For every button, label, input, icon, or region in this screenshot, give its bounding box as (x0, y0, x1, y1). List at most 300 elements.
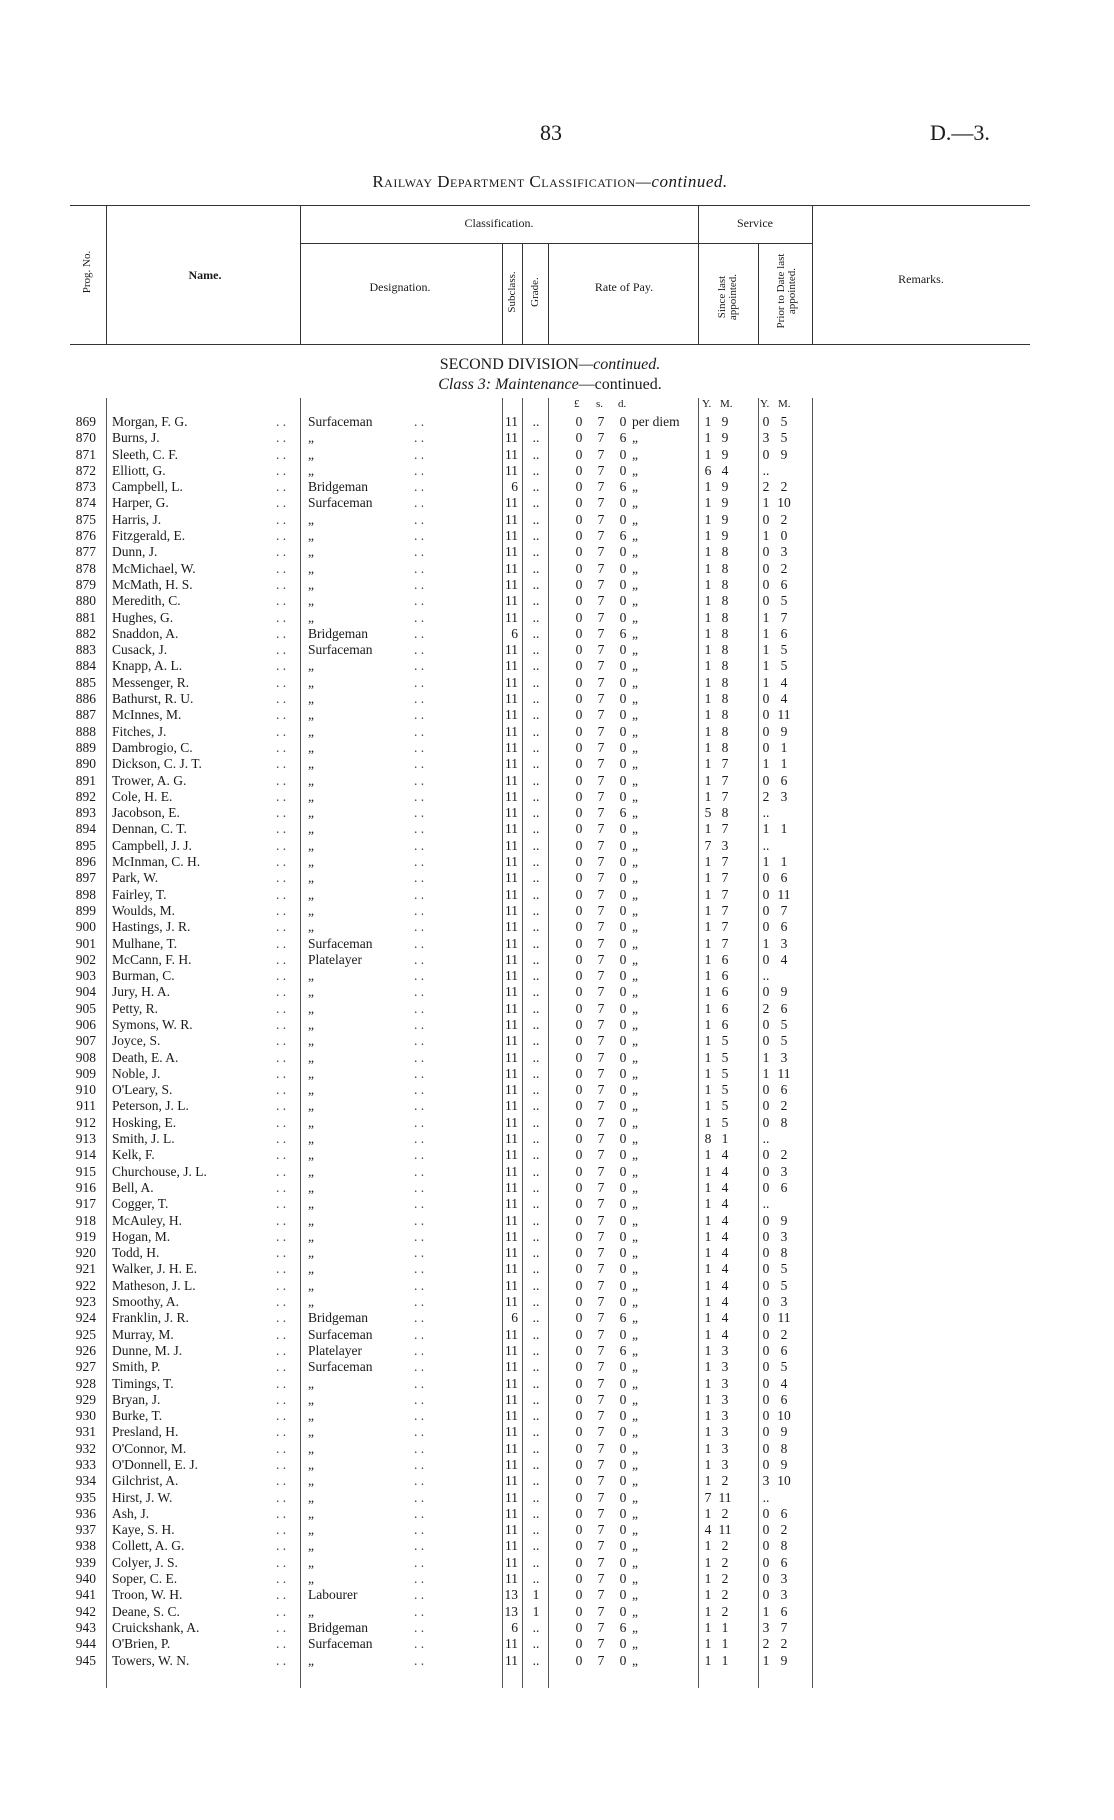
designation-leader: . . (414, 1457, 425, 1472)
designation: „ (308, 1179, 314, 1195)
pay-pounds: 0 (575, 788, 583, 804)
pay-pounds: 0 (575, 544, 583, 560)
table-row (70, 740, 1030, 756)
prior-months: 6 (780, 625, 788, 641)
subclass: 11 (505, 576, 518, 592)
since-years: 1 (704, 1571, 712, 1587)
pay-pence: 0 (619, 462, 627, 478)
pay-pounds: 0 (575, 414, 583, 429)
pay-shillings: 7 (597, 1408, 605, 1424)
pay-pounds: 0 (575, 1375, 583, 1391)
since-months: 3 (721, 1457, 729, 1472)
designation: „ (308, 511, 314, 527)
grade: .. (532, 1261, 540, 1277)
table-row (70, 805, 1030, 821)
pay-period: „ (632, 1440, 638, 1456)
pay-pounds: 0 (575, 837, 583, 853)
since-years: 1 (704, 1457, 712, 1472)
table-row (70, 1408, 1030, 1424)
designation: „ (308, 1098, 314, 1114)
name-leader: . . (276, 560, 287, 576)
pay-shillings: 7 (597, 528, 605, 544)
pay-period: „ (632, 430, 638, 446)
prog-no: 916 (75, 1179, 96, 1195)
pay-pence: 0 (619, 544, 627, 560)
employee-name: Park, W. (112, 870, 159, 886)
table-row (70, 430, 1030, 446)
pay-shillings: 7 (597, 1522, 605, 1538)
pay-period: „ (632, 984, 638, 1000)
designation-leader: . . (414, 1098, 425, 1114)
grade: .. (532, 1457, 540, 1472)
name-leader: . . (276, 544, 287, 560)
prog-no: 879 (75, 576, 96, 592)
table-row (70, 1538, 1030, 1554)
since-months: 4 (721, 1179, 729, 1195)
prior-months: 8 (780, 1440, 788, 1456)
pay-pence: 0 (619, 1082, 627, 1098)
grade: .. (532, 1505, 540, 1521)
since-years: 1 (704, 1196, 712, 1212)
prior-months: 6 (780, 1391, 788, 1407)
pay-pence: 6 (619, 1619, 627, 1635)
prior-years: 2 (762, 479, 770, 495)
pay-pence: 0 (619, 1065, 627, 1081)
prior-months: 2 (780, 1522, 788, 1538)
prior-months: 9 (780, 446, 788, 462)
pay-pounds: 0 (575, 1212, 583, 1228)
pay-period: „ (632, 1228, 638, 1244)
prog-no: 869 (75, 414, 96, 429)
pay-period: „ (632, 1619, 638, 1635)
pay-period: „ (632, 560, 638, 576)
designation: Surfaceman (308, 495, 373, 511)
pay-period: „ (632, 1571, 638, 1587)
since-years: 1 (704, 1163, 712, 1179)
pay-pence: 0 (619, 1375, 627, 1391)
prior-months: 6 (780, 1603, 788, 1619)
designation: „ (308, 1603, 314, 1619)
prior-years: 0 (762, 544, 770, 560)
prior-months: 9 (780, 1212, 788, 1228)
prior-months: 2 (780, 1636, 788, 1652)
subclass: 11 (505, 674, 518, 690)
pay-pounds: 0 (575, 1049, 583, 1065)
subclass: 11 (505, 1571, 518, 1587)
pay-period: „ (632, 1554, 638, 1570)
prior-months: 8 (780, 1538, 788, 1554)
pay-pounds: 0 (575, 821, 583, 837)
designation: „ (308, 1000, 314, 1016)
prior-months: 3 (780, 1163, 788, 1179)
employee-name: O'Brien, P. (112, 1636, 171, 1652)
grade: .. (532, 756, 540, 772)
table-row (70, 414, 1030, 430)
since-months: 3 (721, 837, 729, 853)
table-body (70, 398, 1030, 1688)
pay-period: „ (632, 1310, 638, 1326)
pay-pence: 0 (619, 495, 627, 511)
since-months: 8 (721, 723, 729, 739)
employee-name: O'Connor, M. (112, 1440, 187, 1456)
pay-period: „ (632, 1505, 638, 1521)
table-row (70, 658, 1030, 674)
subclass: 11 (505, 1294, 518, 1310)
grade: .. (532, 951, 540, 967)
table-row (70, 919, 1030, 935)
pay-pence: 0 (619, 951, 627, 967)
pay-shillings: 7 (597, 951, 605, 967)
pay-period: „ (632, 1163, 638, 1179)
since-years: 1 (704, 1636, 712, 1652)
prior-months: 6 (780, 1342, 788, 1358)
grade: .. (532, 1098, 540, 1114)
header-name: Name. (188, 268, 222, 282)
since-years: 1 (704, 723, 712, 739)
pay-pence: 0 (619, 691, 627, 707)
pay-pence: 0 (619, 837, 627, 853)
grade: .. (532, 1310, 540, 1326)
prog-no: 871 (75, 446, 96, 462)
designation-leader: . . (414, 1147, 425, 1163)
since-years: 1 (704, 593, 712, 609)
since-months: 4 (721, 1163, 729, 1179)
pay-shillings: 7 (597, 1440, 605, 1456)
prior-years: 1 (762, 1652, 770, 1668)
subclass: 11 (505, 1457, 518, 1472)
prior-years: 0 (762, 707, 770, 723)
prior-years: .. (762, 968, 770, 984)
subclass: 11 (505, 1082, 518, 1098)
unit-months-prior: M. (778, 398, 791, 410)
subclass: 11 (505, 1212, 518, 1228)
since-months: 2 (721, 1538, 729, 1554)
name-leader: . . (276, 739, 287, 755)
table-row (70, 1131, 1030, 1147)
designation-leader: . . (414, 1636, 425, 1652)
subclass: 11 (505, 430, 518, 446)
since-months: 3 (721, 1359, 729, 1375)
since-years: 1 (704, 1473, 712, 1489)
designation: „ (308, 430, 314, 446)
table-row (70, 1376, 1030, 1392)
pay-pence: 0 (619, 609, 627, 625)
prog-no: 906 (75, 1016, 96, 1032)
employee-name: Campbell, J. J. (112, 837, 192, 853)
employee-name: Death, E. A. (112, 1049, 179, 1065)
pay-period: „ (632, 772, 638, 788)
pay-pounds: 0 (575, 446, 583, 462)
pay-period: „ (632, 1587, 638, 1603)
subclass: 11 (505, 772, 518, 788)
pay-pence: 0 (619, 935, 627, 951)
since-months: 6 (721, 1000, 729, 1016)
prior-years: 0 (762, 691, 770, 707)
unit-years-prior: Y. (760, 398, 770, 410)
pay-pence: 0 (619, 1636, 627, 1652)
prior-years: 0 (762, 1440, 770, 1456)
designation: „ (308, 854, 314, 870)
subclass: 11 (505, 1424, 518, 1440)
designation-leader: . . (414, 984, 425, 1000)
designation-leader: . . (414, 625, 425, 641)
pay-period: „ (632, 495, 638, 511)
designation-leader: . . (414, 1391, 425, 1407)
subclass: 11 (505, 593, 518, 609)
pay-shillings: 7 (597, 984, 605, 1000)
table-row (70, 1441, 1030, 1457)
pay-period: „ (632, 756, 638, 772)
designation-leader: . . (414, 805, 425, 821)
since-months: 4 (721, 1245, 729, 1261)
page-number: 83 (540, 120, 562, 145)
prior-months: 3 (780, 788, 788, 804)
prog-no: 881 (75, 609, 96, 625)
prog-no: 921 (75, 1261, 96, 1277)
pay-period: „ (632, 886, 638, 902)
pay-pounds: 0 (575, 1424, 583, 1440)
prior-years: 1 (762, 935, 770, 951)
grade: .. (532, 1326, 540, 1342)
pay-shillings: 7 (597, 1049, 605, 1065)
designation-leader: . . (414, 935, 425, 951)
unit-pounds: £ (574, 398, 580, 410)
employee-name: Smoothy, A. (112, 1294, 180, 1310)
designation: „ (308, 576, 314, 592)
designation-leader: . . (414, 1424, 425, 1440)
name-leader: . . (276, 1359, 287, 1375)
prog-no: 876 (75, 528, 96, 544)
prior-months: 7 (780, 609, 788, 625)
pay-pence: 6 (619, 528, 627, 544)
name-leader: . . (276, 691, 287, 707)
name-leader: . . (276, 821, 287, 837)
grade: .. (532, 1147, 540, 1163)
name-leader: . . (276, 723, 287, 739)
prior-months: 5 (780, 1261, 788, 1277)
grade: .. (532, 902, 540, 918)
table-row (70, 1571, 1030, 1587)
grade: .. (532, 674, 540, 690)
header-rate-of-pay: Rate of Pay. (594, 280, 654, 294)
subclass: 11 (505, 935, 518, 951)
since-years: 1 (704, 528, 712, 544)
since-years: 1 (704, 1326, 712, 1342)
pay-shillings: 7 (597, 1098, 605, 1114)
prior-months: 3 (780, 1587, 788, 1603)
grade: .. (532, 1212, 540, 1228)
since-years: 1 (704, 1082, 712, 1098)
pay-pounds: 0 (575, 1457, 583, 1472)
since-months: 3 (721, 1424, 729, 1440)
pay-pence: 0 (619, 1359, 627, 1375)
grade: 1 (532, 1603, 540, 1619)
grade: .. (532, 821, 540, 837)
employee-name: Harris, J. (112, 511, 162, 527)
pay-period: „ (632, 1294, 638, 1310)
pay-pence: 0 (619, 1245, 627, 1261)
designation-leader: . . (414, 1065, 425, 1081)
designation: Platelayer (308, 951, 362, 967)
prior-months: 6 (780, 870, 788, 886)
pay-shillings: 7 (597, 1131, 605, 1147)
prog-no: 939 (75, 1554, 96, 1570)
pay-pounds: 0 (575, 1342, 583, 1358)
since-years: 1 (704, 642, 712, 658)
prior-years: 0 (762, 446, 770, 462)
pay-pounds: 0 (575, 1587, 583, 1603)
pay-pence: 0 (619, 1522, 627, 1538)
pay-shillings: 7 (597, 919, 605, 935)
pay-pounds: 0 (575, 968, 583, 984)
pay-period: „ (632, 1033, 638, 1049)
designation-leader: . . (414, 723, 425, 739)
class-name: Maintenance (495, 376, 579, 393)
pay-pounds: 0 (575, 674, 583, 690)
subclass: 11 (505, 560, 518, 576)
table-row (70, 1229, 1030, 1245)
prog-no: 883 (75, 642, 96, 658)
grade: .. (532, 788, 540, 804)
prog-no: 880 (75, 593, 96, 609)
prior-years: 0 (762, 560, 770, 576)
designation: Surfaceman (308, 935, 373, 951)
designation-leader: . . (414, 430, 425, 446)
prior-months: 11 (777, 1065, 791, 1081)
table-row (70, 1327, 1030, 1343)
employee-name: Symons, W. R. (112, 1016, 193, 1032)
prog-no: 912 (75, 1114, 96, 1130)
subclass: 11 (505, 1391, 518, 1407)
pay-pence: 0 (619, 593, 627, 609)
since-years: 1 (704, 1245, 712, 1261)
name-leader: . . (276, 1489, 287, 1505)
table-row (70, 968, 1030, 984)
pay-shillings: 7 (597, 902, 605, 918)
grade: .. (532, 462, 540, 478)
since-months: 4 (721, 1310, 729, 1326)
designation-leader: . . (414, 1440, 425, 1456)
pay-period: „ (632, 1342, 638, 1358)
prog-no: 922 (75, 1277, 96, 1293)
since-years: 1 (704, 1294, 712, 1310)
employee-name: Todd, H. (112, 1245, 160, 1261)
pay-pounds: 0 (575, 495, 583, 511)
name-leader: . . (276, 1098, 287, 1114)
grade: .. (532, 1554, 540, 1570)
since-months: 7 (721, 935, 729, 951)
pay-period: „ (632, 968, 638, 984)
employee-name: Cruickshank, A. (112, 1619, 200, 1635)
designation: „ (308, 837, 314, 853)
prior-years: 0 (762, 1505, 770, 1521)
prior-months: 6 (780, 576, 788, 592)
pay-shillings: 7 (597, 495, 605, 511)
since-months: 8 (721, 658, 729, 674)
prior-years: 1 (762, 528, 770, 544)
prior-months: 4 (780, 951, 788, 967)
table-row (70, 1555, 1030, 1571)
since-years: 1 (704, 495, 712, 511)
employee-name: Gilchrist, A. (112, 1473, 179, 1489)
pay-shillings: 7 (597, 805, 605, 821)
since-years: 1 (704, 479, 712, 495)
pay-pounds: 0 (575, 772, 583, 788)
table-row (70, 528, 1030, 544)
prior-months: 7 (780, 1619, 788, 1635)
subclass: 11 (505, 1522, 518, 1538)
prior-months: 3 (780, 1571, 788, 1587)
subclass: 11 (505, 1505, 518, 1521)
pay-period: „ (632, 837, 638, 853)
prior-years: 0 (762, 1114, 770, 1130)
pay-shillings: 7 (597, 1571, 605, 1587)
grade: .. (532, 625, 540, 641)
prior-months: 1 (780, 854, 788, 870)
table-row (70, 1180, 1030, 1196)
name-leader: . . (276, 511, 287, 527)
pay-period: per diem (632, 414, 680, 429)
name-leader: . . (276, 1114, 287, 1130)
designation-leader: . . (414, 788, 425, 804)
prior-years: .. (762, 1196, 770, 1212)
prog-no: 901 (75, 935, 96, 951)
pay-pounds: 0 (575, 1082, 583, 1098)
pay-pounds: 0 (575, 1098, 583, 1114)
since-years: 1 (704, 1538, 712, 1554)
pay-period: „ (632, 1277, 638, 1293)
prior-months: 5 (780, 414, 788, 429)
subclass: 11 (505, 1098, 518, 1114)
designation: „ (308, 544, 314, 560)
prior-years: .. (762, 837, 770, 853)
pay-period: „ (632, 919, 638, 935)
designation: Bridgeman (308, 625, 368, 641)
subclass: 11 (505, 968, 518, 984)
designation-leader: . . (414, 1131, 425, 1147)
name-leader: . . (276, 805, 287, 821)
prior-months: 8 (780, 1245, 788, 1261)
pay-period: „ (632, 854, 638, 870)
name-leader: . . (276, 1049, 287, 1065)
pay-pounds: 0 (575, 528, 583, 544)
since-months: 4 (721, 1294, 729, 1310)
prior-years: 1 (762, 756, 770, 772)
section-title-main: SECOND DIVISION (439, 356, 579, 373)
designation: „ (308, 1196, 314, 1212)
since-months: 2 (721, 1554, 729, 1570)
pay-pence: 0 (619, 886, 627, 902)
pay-pounds: 0 (575, 1522, 583, 1538)
pay-pounds: 0 (575, 1408, 583, 1424)
subclass: 6 (511, 1310, 518, 1326)
since-months: 11 (718, 1522, 732, 1538)
pay-shillings: 7 (597, 1375, 605, 1391)
since-years: 6 (704, 462, 712, 478)
subclass: 11 (505, 1489, 518, 1505)
pay-shillings: 7 (597, 1114, 605, 1130)
subclass: 11 (505, 1473, 518, 1489)
pay-period: „ (632, 870, 638, 886)
name-leader: . . (276, 837, 287, 853)
pay-shillings: 7 (597, 723, 605, 739)
since-months: 8 (721, 609, 729, 625)
designation-leader: . . (414, 1408, 425, 1424)
pay-shillings: 7 (597, 1147, 605, 1163)
pay-shillings: 7 (597, 462, 605, 478)
grade: .. (532, 642, 540, 658)
since-years: 1 (704, 625, 712, 641)
